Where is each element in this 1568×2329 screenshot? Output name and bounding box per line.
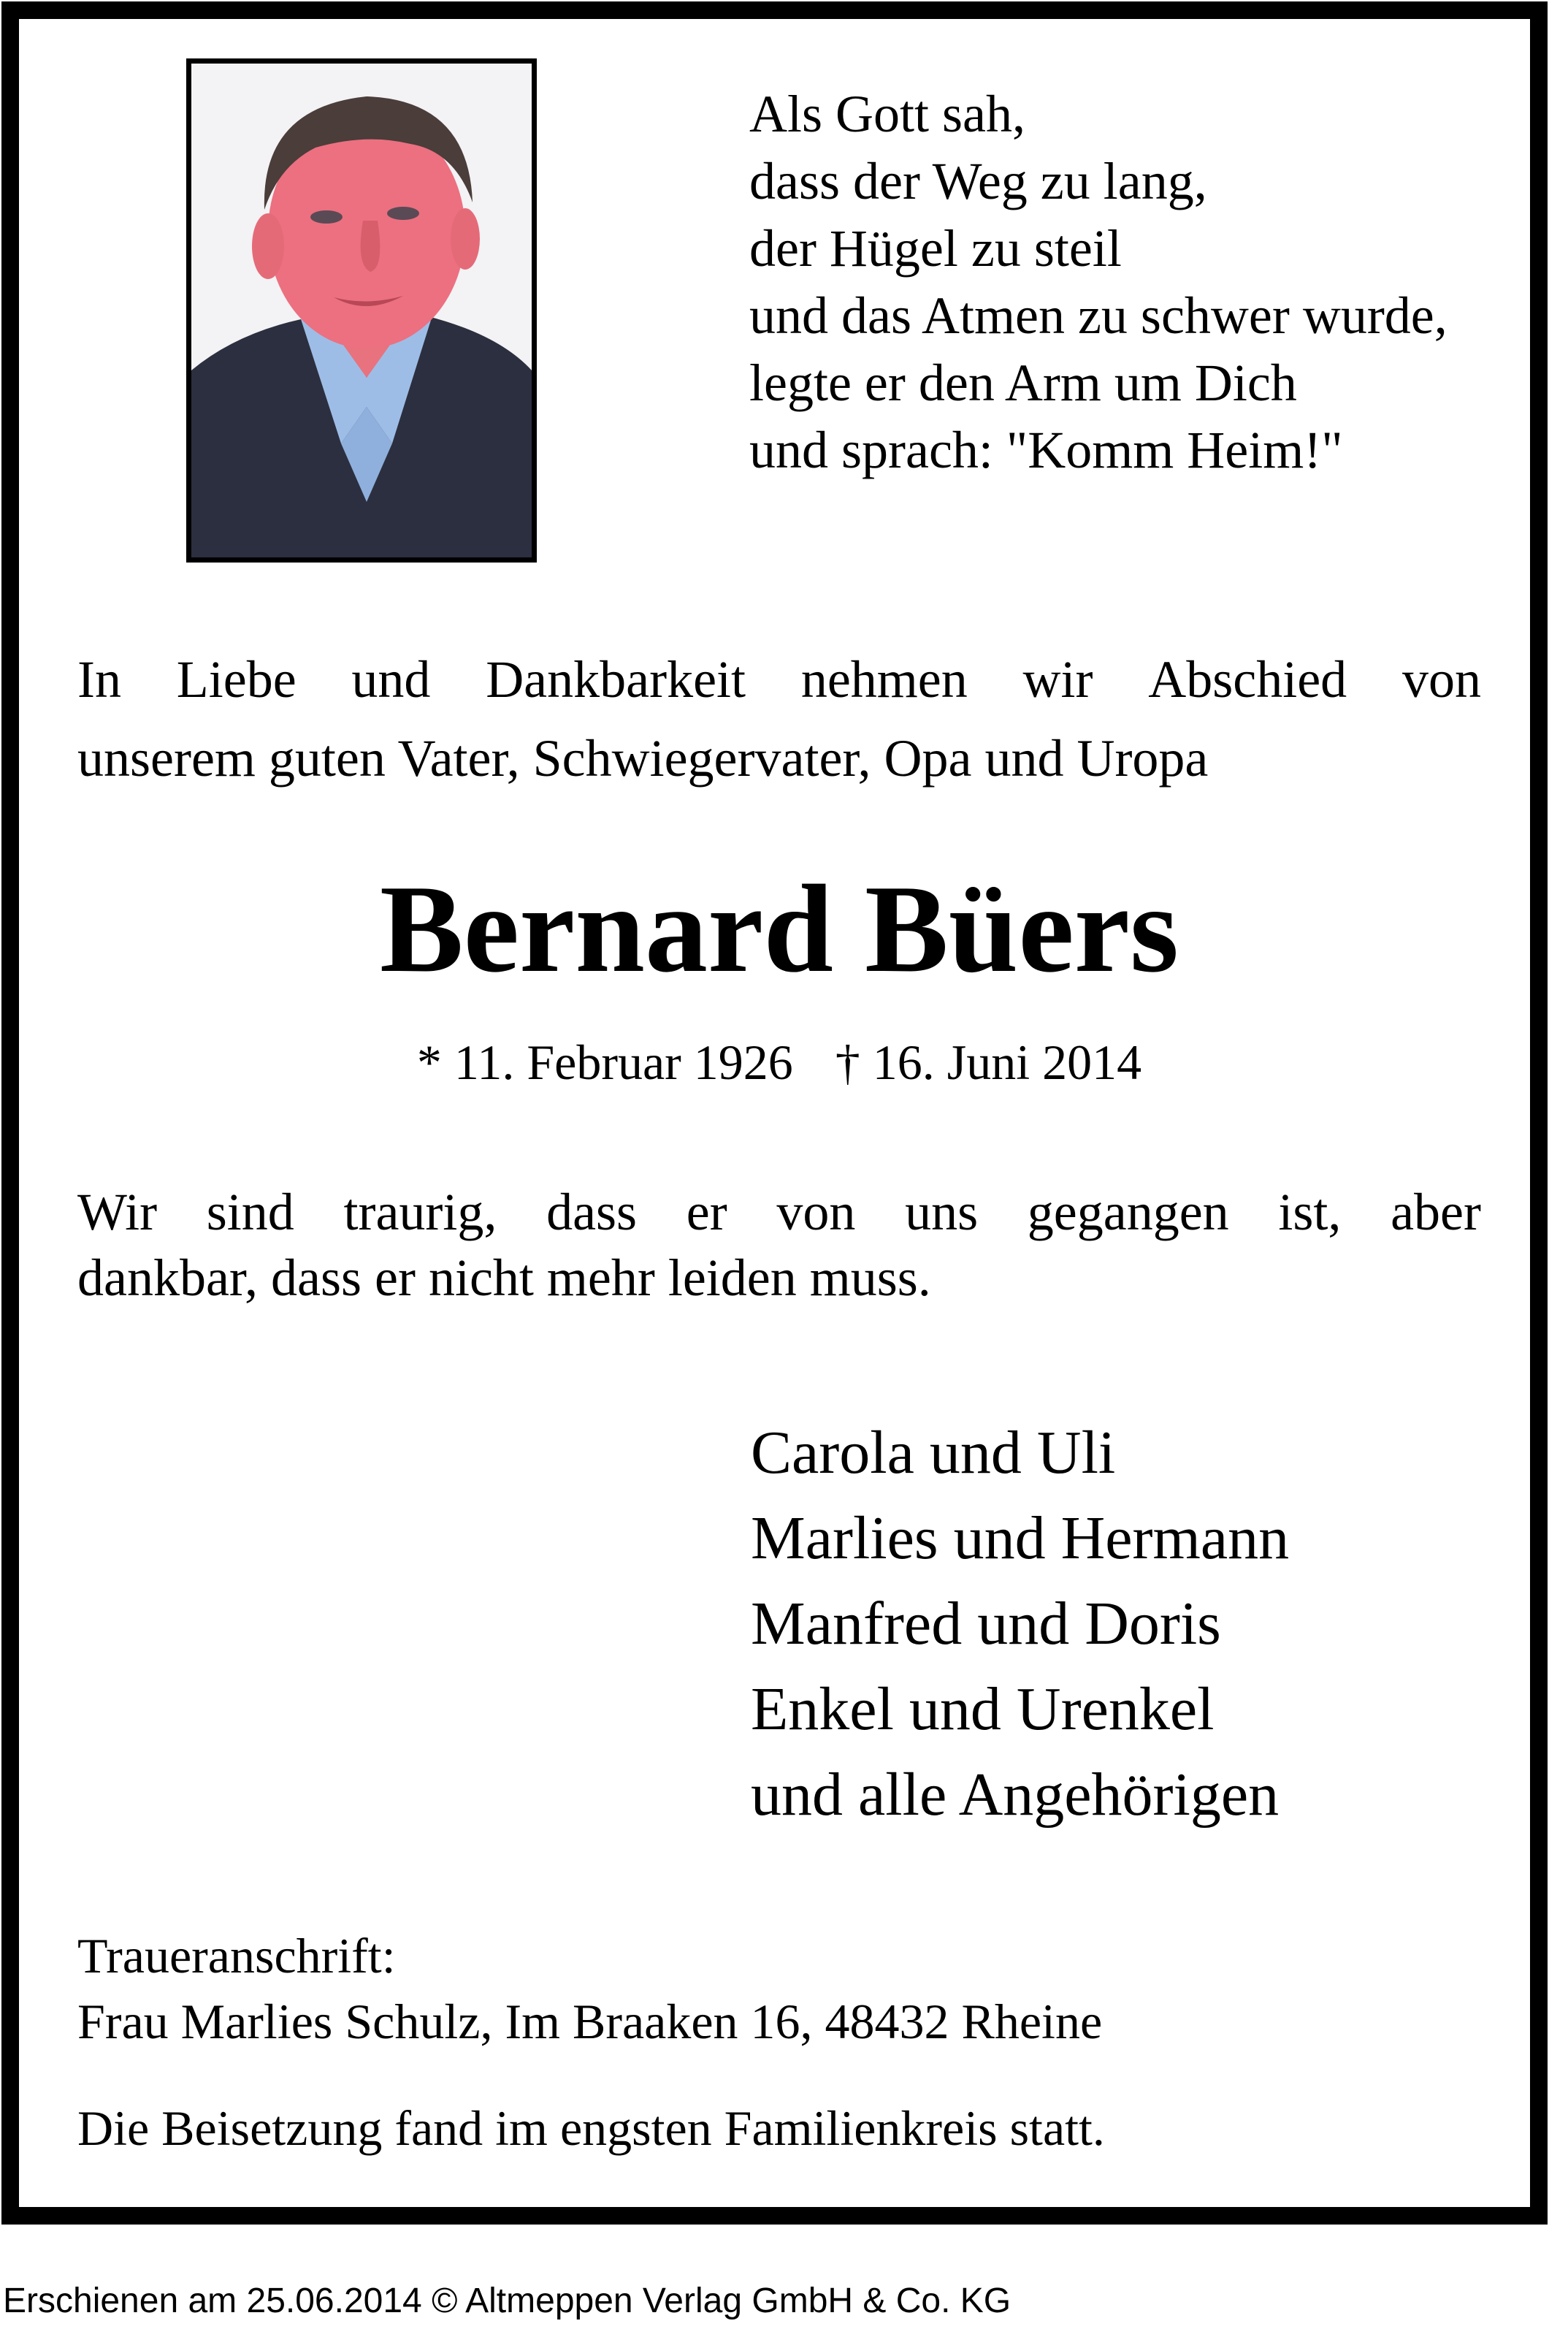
intro-word: In [77, 650, 121, 709]
address-value: Frau Marlies Schulz, Im Braaken 16, 48432 Rheine [77, 1994, 1103, 2049]
sorrow-word: von [776, 1183, 856, 1241]
sorrow-word: Wir [77, 1183, 158, 1241]
mourner-line: Enkel und Urenkel [751, 1675, 1215, 1743]
sorrow-line-2: dankbar, dass er nicht mehr leiden muss. [77, 1249, 931, 1307]
portrait-photo [186, 58, 537, 563]
sorrow-text [77, 1179, 1481, 1311]
burial-note: Die Beisetzung fand im engsten Familienkreis statt. [77, 2100, 1105, 2156]
intro-word: Liebe [176, 650, 297, 709]
sorrow-word: sind [206, 1183, 294, 1241]
poem-line: und das Atmen zu schwer wurde, [749, 286, 1447, 345]
sorrow-line-1 [77, 1179, 1481, 1245]
death-date: † 16. Juni 2014 [835, 1034, 1142, 1090]
poem [749, 80, 1447, 484]
sorrow-word: er [686, 1183, 727, 1241]
poem-line: dass der Weg zu lang, [749, 152, 1207, 210]
intro-word: Dankbarkeit [486, 650, 746, 709]
mourner-line: Carola und Uli [751, 1419, 1116, 1487]
mourners-list [751, 1410, 1289, 1837]
address-label: Traueranschrift: [77, 1928, 396, 1983]
sorrow-word: gegangen [1027, 1183, 1229, 1241]
intro-word: wir [1022, 650, 1093, 709]
mourning-address [77, 1923, 1102, 2054]
deceased-name: Bernard Büers [379, 860, 1179, 999]
intro-word: und [351, 650, 431, 709]
poem-line: und sprach: "Komm Heim!" [749, 421, 1343, 479]
mourner-line: Manfred und Doris [751, 1590, 1221, 1658]
sorrow-word: aber [1391, 1183, 1481, 1241]
poem-line: der Hügel zu steil [749, 219, 1122, 278]
mourner-line: und alle Angehörigen [751, 1761, 1280, 1829]
intro-line-2: unserem guten Vater, Schwiegervater, Opa und Uropa [77, 729, 1209, 788]
publication-footer: Erschienen am 25.06.2014 © Altmeppen Verlag GmbH & Co. KG [3, 2282, 1011, 2320]
intro-text [77, 640, 1481, 798]
intro-line-1 [77, 640, 1481, 719]
intro-word: von [1401, 650, 1481, 709]
birth-date: * 11. Februar 1926 [416, 1034, 793, 1090]
intro-word: Abschied [1148, 650, 1347, 709]
sorrow-word: uns [905, 1183, 979, 1241]
poem-line: Als Gott sah, [749, 85, 1025, 143]
portrait-image [191, 64, 532, 557]
life-dates [77, 1030, 1481, 1094]
sorrow-word: traurig, [343, 1183, 497, 1241]
poem-line: legte er den Arm um Dich [749, 354, 1297, 412]
sorrow-word: dass [546, 1183, 638, 1241]
sorrow-word: ist, [1278, 1183, 1342, 1241]
intro-word: nehmen [800, 650, 968, 709]
mourner-line: Marlies und Hermann [751, 1504, 1290, 1572]
